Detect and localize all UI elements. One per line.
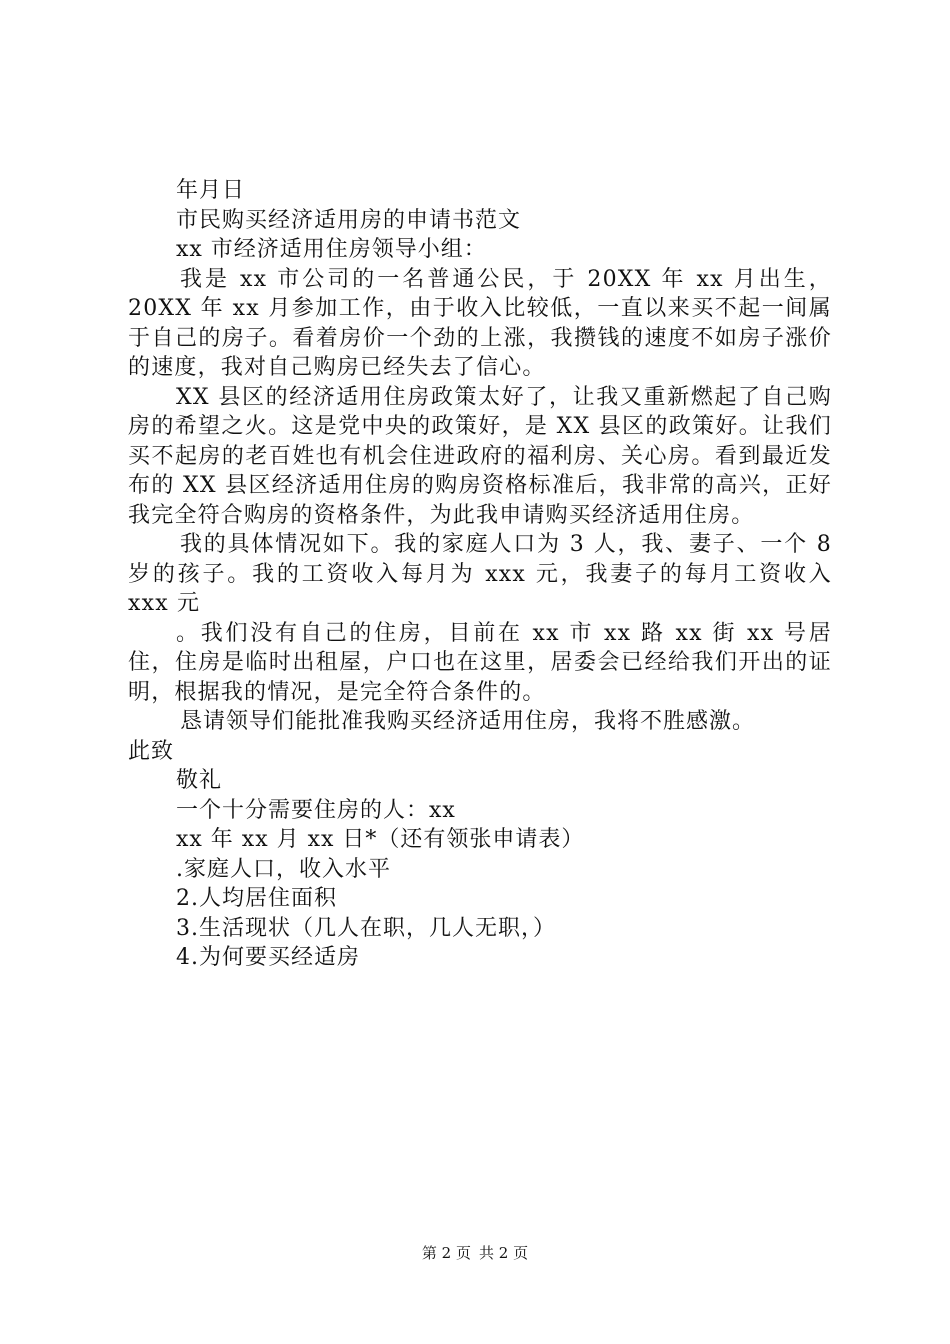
sign-date: xx 年 xx 月 xx 日*（还有领张申请表） — [176, 827, 585, 852]
paragraph-2: XX 县区的经济适用住房政策太好了，让我又重新燃起了自己购房的希望之火。这是党中央的政策好，是 XX 县区的政策好。让我们买不起房的老百姓也有机会住进政府的福利房、关心房。看到最近发布的 XX 县区经济适用住房的购房资格标准后，我非常的高兴，正好我完全符合购房的资格条件，为此我申请购买经济适用住房。 — [128, 384, 832, 528]
paragraph-5: 恳请领导们能批准我购买经济适用住房，我将不胜感激。 — [180, 709, 756, 734]
closing-1: 此致 — [128, 738, 175, 764]
date-line: 年月日 — [176, 178, 246, 203]
paragraph-4: 。我们没有自己的住房，目前在 xx 市 xx 路 xx 街 xx 号居住，住房是临时出租屋，户口也在这里，居委会已经给我们开出的证明，根据我的情况，是完全符合条件的。 — [128, 620, 832, 705]
document-title: 市民购买经济适用房的申请书范文 — [176, 207, 522, 233]
document-body — [128, 176, 832, 973]
list-item: .家庭人口，收入水平 — [176, 856, 391, 882]
paragraph-3: 我的具体情况如下。我的家庭人口为 3 人，我、妻子、一个 8 岁的孩子。我的工资收入每月为 xxx 元，我妻子的每月工资收入 xxx 元 — [128, 532, 832, 616]
paragraph-1: 我是 xx 市公司的一名普通公民，于 20XX 年 xx 月出生，20XX 年 xx 月参加工作，由于收入比较低，一直以来买不起一间属于自己的房子。看着房价一个劲的上涨，我攒钱的速度不如房子涨价的速度，我对自己购房已经失去了信心。 — [128, 266, 832, 380]
page-number-total: 共 2 页 — [479, 1244, 529, 1262]
page-footer — [0, 1242, 950, 1263]
list-item: 2.人均居住面积 — [176, 886, 337, 911]
page-number-current: 第 2 页 — [421, 1244, 471, 1262]
list-item: 3.生活现状（几人在职，几人无职，） — [176, 915, 556, 941]
addressee: xx 市经济适用住房领导小组： — [176, 237, 487, 262]
closing-2: 敬礼 — [176, 768, 223, 793]
list-item: 4.为何要买经适房 — [176, 945, 360, 970]
signature: 一个十分需要住房的人：xx — [176, 797, 456, 823]
